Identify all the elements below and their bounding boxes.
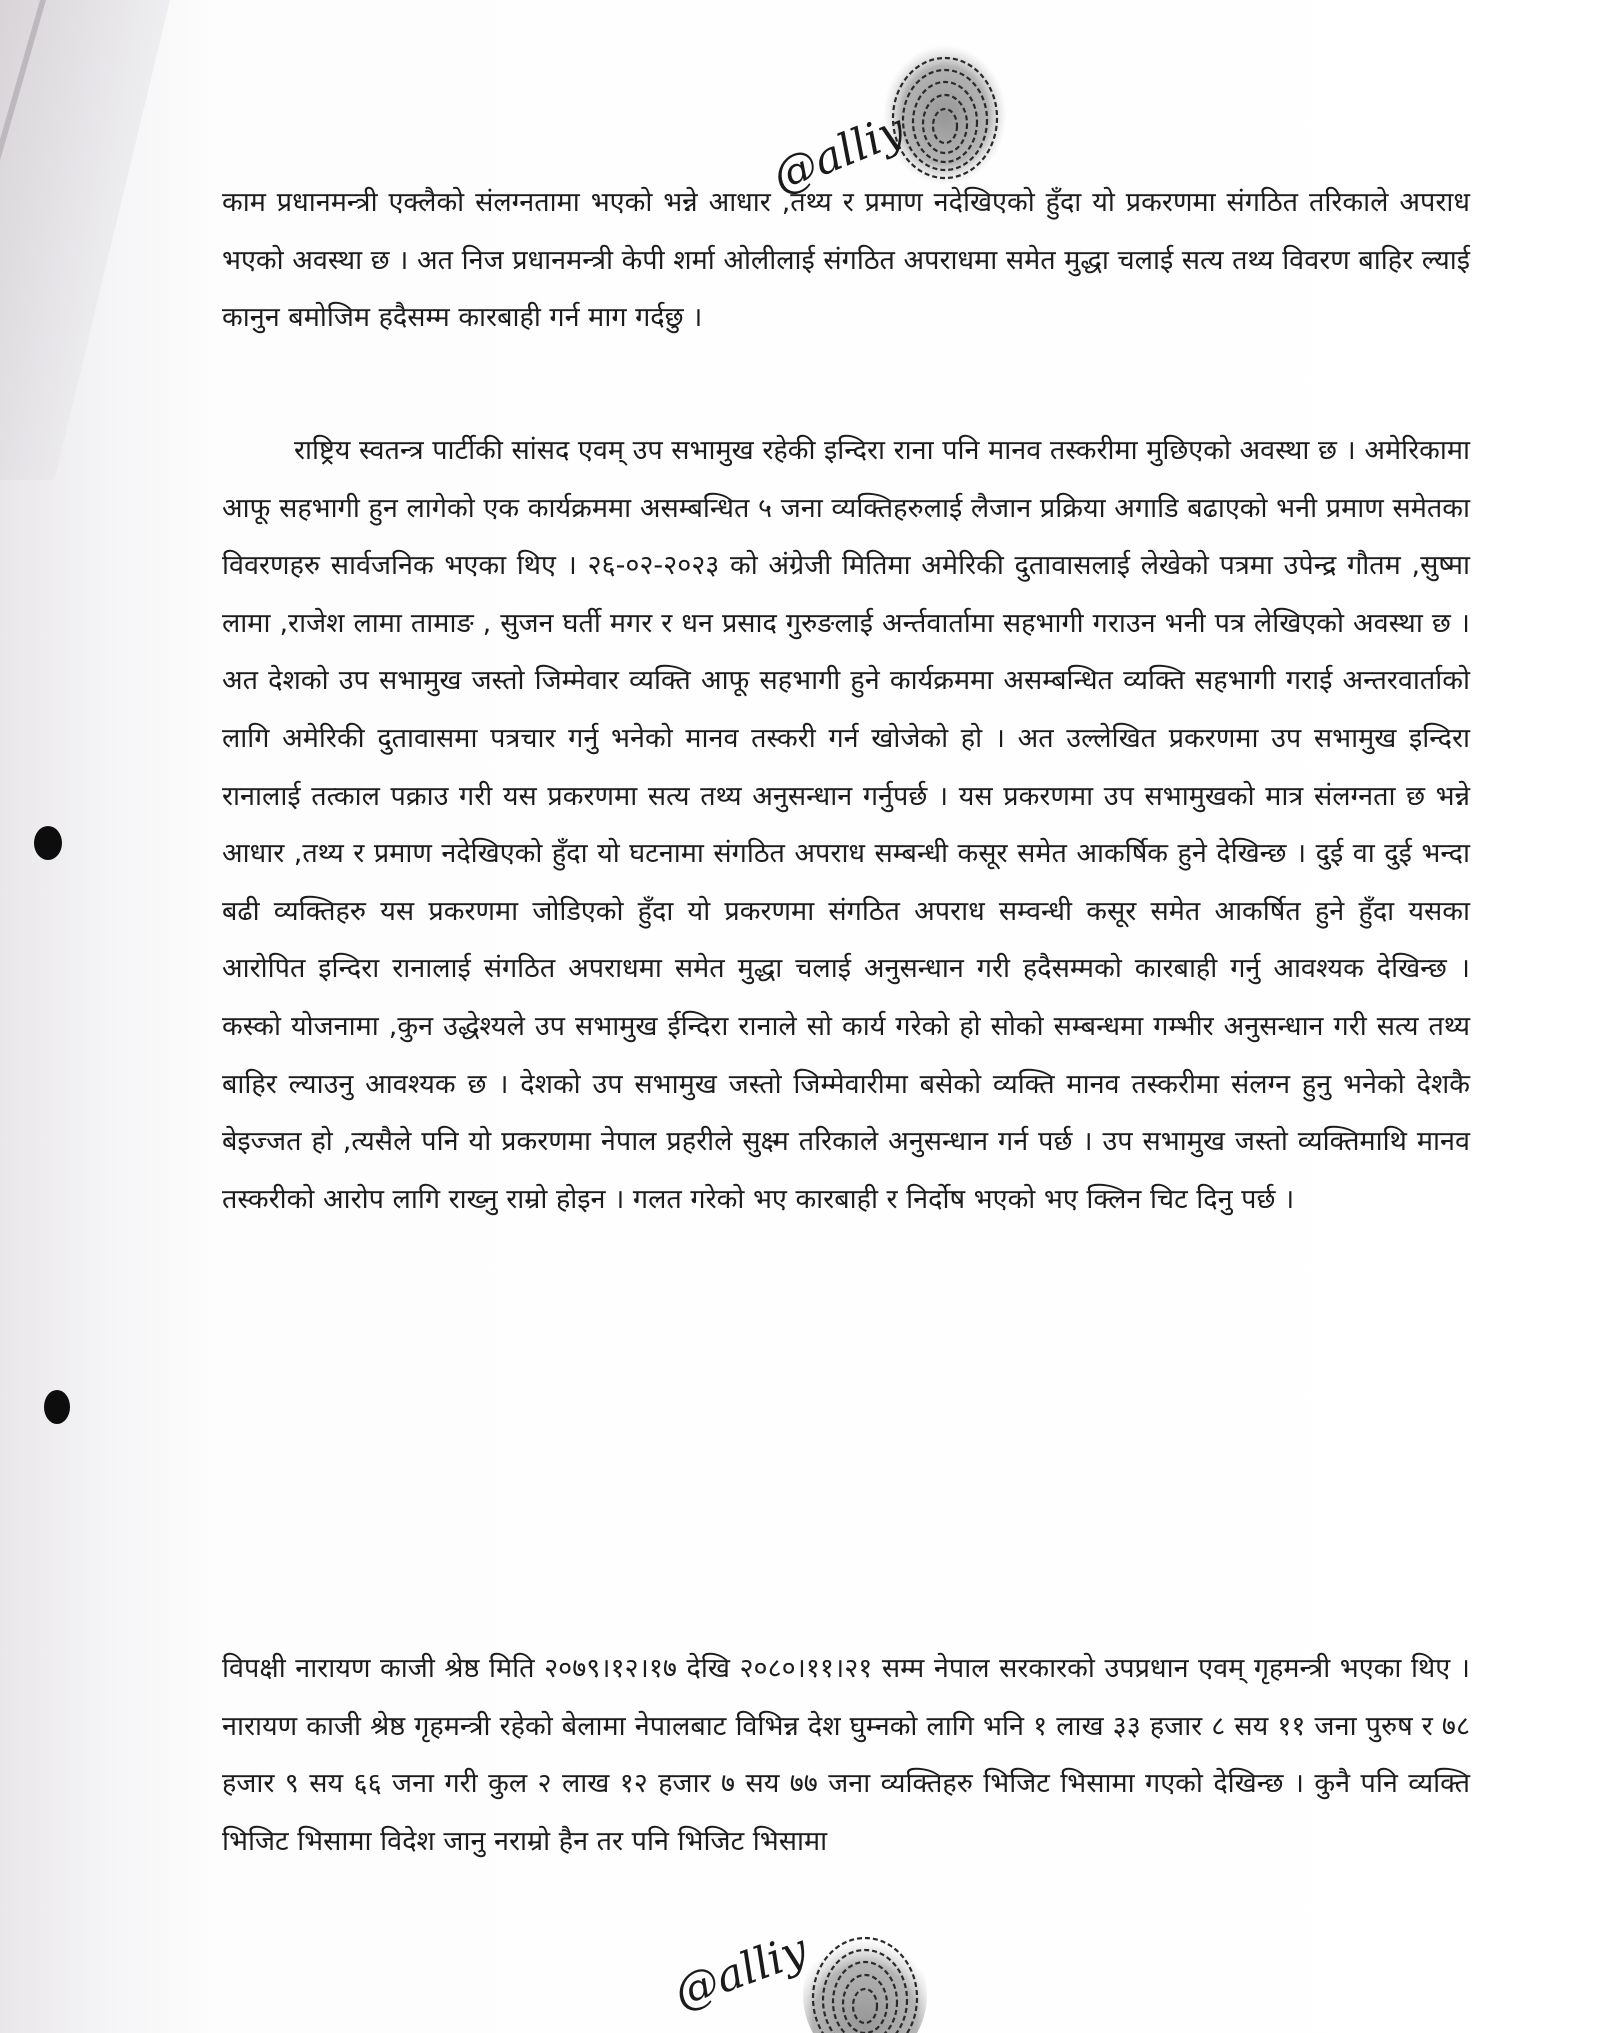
paragraph-1: काम प्रधानमन्त्री एक्लैको संलग्नतामा भएको भन्ने आधार ,तथ्य र प्रमाण नदेखिएको हुँदा यो प्रकरणमा संगठित तरिकाले अपराध भएको अवस्था छ । अत निज प्रधानमन्त्री केपी शर्मा ओलीलाई संगठित अपराधमा समेत मुद्धा चलाई सत्य तथ्य विवरण बाहिर ल्याई कानुन बमोजिम हदैसम्म कारबाही गर्न माग गर्दछु । xyxy=(222,187,1470,334)
paragraph-2: राष्ट्रिय स्वतन्त्र पार्टीकी सांसद एवम् उप सभामुख रहेकी इन्दिरा राना पनि मानव तस्करीमा मुछिएको अवस्था छ । अमेरिकामा आफू सहभागी हुन लागेको एक कार्यक्रममा असम्बन्धित ५ जना व्यक्तिहरुलाई लैजान प्रक्रिया अगाडि बढाएको भनी प्रमाण समेतका विवरणहरु सार्वजनिक भएका थिए । २६-०२-२०२३ को अंग्रेजी मितिमा अमेरिकी दुतावासलाई लेखेको पत्रमा उपेन्द्र गौतम ,सुष्मा लामा ,राजेश लामा तामाङ , सुजन घर्ती मगर र धन प्रसाद गुरुङलाई अर्न्तवार्तामा सहभागी गराउन भनी पत्र लेखिएको अवस्था छ । अत देशको उप सभामुख जस्तो जिम्मेवार व्यक्ति आफू सहभागी हुने कार्यक्रममा असम्बन्धित व्यक्ति सहभागी गराई अन्तरवार्ताको लागि अमेरिकी दुतावासमा पत्रचार गर्नु भनेको मानव तस्करी गर्न खोजेको हो । अत उल्लेखित प्रकरणमा उप सभामुख इन्दिरा रानालाई तत्काल पक्राउ गरी यस प्रकरणमा सत्य तथ्य अनुसन्धान गर्नुपर्छ । यस प्रकरणमा उप सभामुखको मात्र संलग्नता छ भन्ने आधार ,तथ्य र प्रमाण नदेखिएको हुँदा यो घटनामा संगठित अपराध सम्बन्धी कसूर समेत आकर्षिक हुने देखिन्छ । दुई वा दुई भन्दा बढी व्यक्तिहरु यस प्रकरणमा जोडिएको हुँदा यो प्रकरणमा संगठित अपराध सम्वन्धी कसूर समेत आकर्षित हुने हुँदा यसका आरोपित इन्दिरा रानालाई संगठित अपराधमा समेत मुद्धा चलाई अनुसन्धान गरी हदैसम्मको कारबाही गर्नु आवश्यक देखिन्छ । कस्को योजनामा ,कुन उद्धेश्यले उप सभामुख ईन्दिरा रानाले सो कार्य गरेको हो सोको सम्बन्धमा गम्भीर अनुसन्धान गरी सत्य तथ्य बाहिर ल्याउनु आवश्यक छ । देशको उप सभामुख जस्तो जिम्मेवारीमा बसेको व्यक्ति मानव तस्करीमा संलग्न हुनु भनेको देशकै बेइज्जत हो ,त्यसैले पनि यो प्रकरणमा नेपाल प्रहरीले सुक्ष्म तरिकाले अनुसन्धान गर्न पर्छ । उप सभामुख जस्तो व्यक्तिमाथि मानव तस्करीको आरोप लागि राख्नु राम्रो होइन । गलत गरेको भए कारबाही र निर्दोष भएको भए क्लिन चिट दिनु पर्छ । xyxy=(222,435,1470,1215)
signature-top: @alliy xyxy=(765,104,912,203)
signature-bottom: @alliy xyxy=(667,1924,814,2019)
punch-hole xyxy=(34,826,62,860)
paragraph-3: विपक्षी नारायण काजी श्रेष्ठ मिति २०७९।१२।१७ देखि २०८०।११।२१ सम्म नेपाल सरकारको उपप्रधान एवम् गृहमन्त्री भएका थिए । नारायण काजी श्रेष्ठ गृहमन्त्री रहेको बेलामा नेपालबाट विभिन्न देश घुम्नको लागि भनि १ लाख ३३ हजार ८ सय ११ जना पुरुष र ७८ हजार ९ सय ६६ जना गरी कुल २ लाख १२ हजार ७ सय ७७ जना व्यक्तिहरु भिजिट भिसामा गएको देखिन्छ । कुनै पनि व्यक्ति भिजिट भिसामा विदेश जानु नराम्रो हैन तर पनि भिजिट भिसामा xyxy=(222,1653,1470,1857)
punch-hole xyxy=(44,1390,70,1424)
thumbprint-bottom xyxy=(790,1900,940,2033)
page-fold-shadow xyxy=(0,0,170,480)
